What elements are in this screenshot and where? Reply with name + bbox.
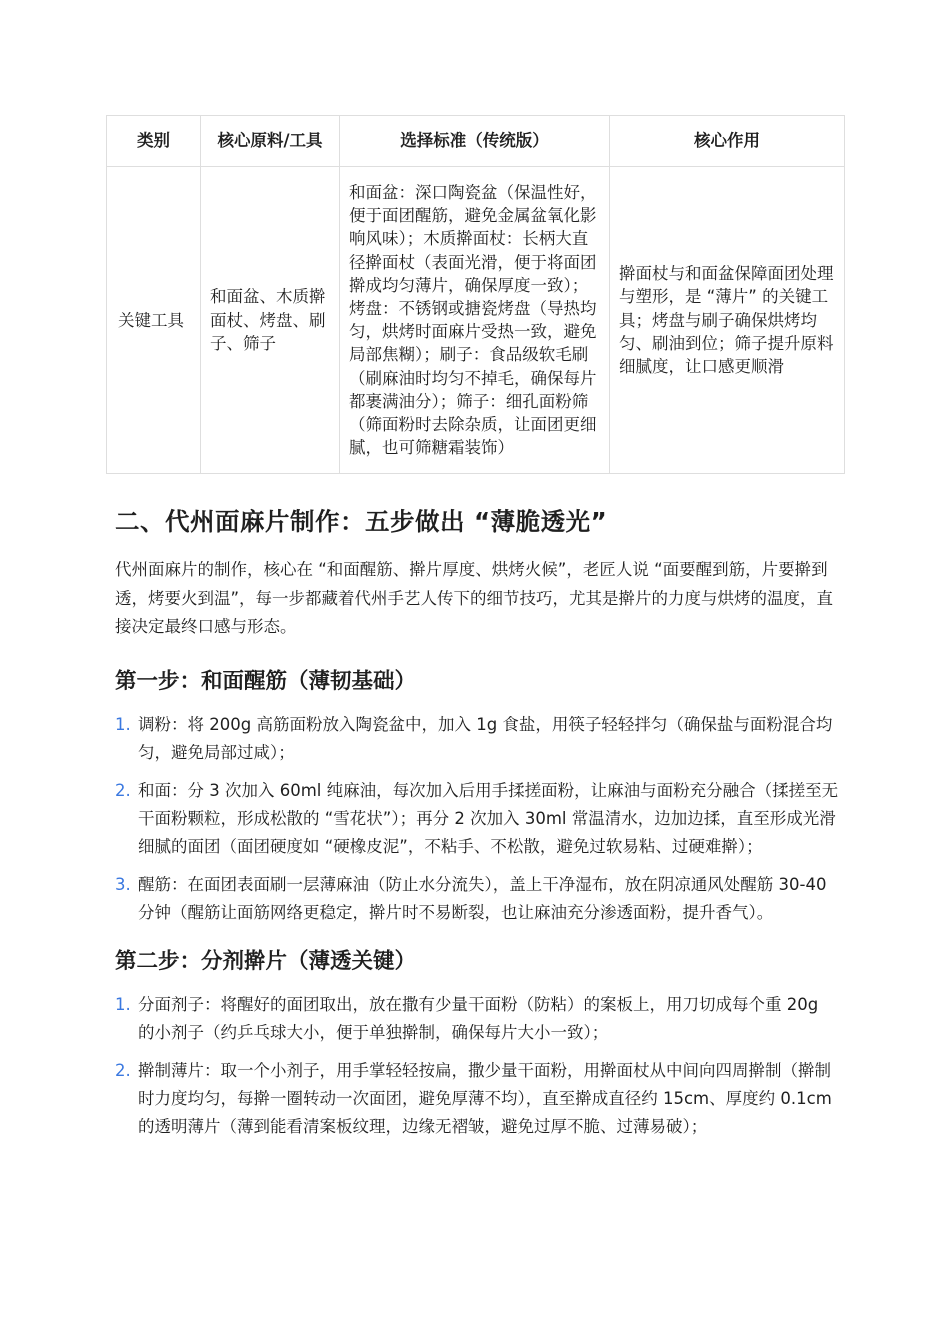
list-text: 和面：分 3 次加入 60ml 纯麻油，每次加入后用手揉搓面粉，让麻油与面粉充分融合（揉搓至无干面粉颗粒，形成松散的 “雪花状”）；再分 2 次加入 30ml 常温清水，边加边揉，直至形成光滑细腻的面团（面团硬度如 “硬橡皮泥”，不粘手、不松散，避免过软易粘、过硬难擀）； bbox=[138, 780, 839, 856]
cell-role: 擀面杖与和面盆保障面团处理与塑形，是 “薄片” 的关键工具；烤盘与刷子确保烘烤均匀、刷油到位；筛子提升原料细腻度，让口感更顺滑 bbox=[610, 167, 845, 474]
main-content bbox=[115, 502, 839, 1159]
table-row bbox=[107, 167, 845, 474]
step-2-title: 第二步：分剂擀片（薄透关键） bbox=[115, 948, 417, 974]
list-text: 分面剂子：将醒好的面团取出，放在撒有少量干面粉（防粘）的案板上，用刀切成每个重 20g 的小剂子（约乒乓球大小，便于单独擀制，确保每片大小一致）； bbox=[138, 994, 819, 1042]
list-number: 3. bbox=[115, 874, 131, 894]
header-materials: 核心原料/工具 bbox=[201, 116, 340, 167]
tools-table bbox=[106, 115, 845, 474]
list-item bbox=[115, 777, 839, 861]
step-2-list bbox=[115, 991, 839, 1141]
list-number: 1. bbox=[115, 994, 131, 1014]
list-item bbox=[115, 1057, 839, 1141]
header-standard: 选择标准（传统版） bbox=[340, 116, 610, 167]
list-item bbox=[115, 991, 839, 1047]
list-number: 2. bbox=[115, 1060, 131, 1080]
table-header-row bbox=[107, 116, 845, 167]
list-text: 醒筋：在面团表面刷一层薄麻油（防止水分流失），盖上干净湿布，放在阴凉通风处醒筋 30-40 分钟（醒筋让面筋网络更稳定，擀片时不易断裂，也让麻油充分渗透面粉，提升香气）。 bbox=[138, 874, 827, 922]
list-text: 擀制薄片：取一个小剂子，用手掌轻轻按扁，撒少量干面粉，用擀面杖从中间向四周擀制（擀制时力度均匀，每擀一圈转动一次面团，避免厚薄不均），直至擀成直径约 15cm、厚度约 0.1cm 的透明薄片（薄到能看清案板纹理，边缘无褶皱，避免过厚不脆、过薄易破）； bbox=[138, 1060, 832, 1136]
cell-materials: 和面盆、木质擀面杖、烤盘、刷子、筛子 bbox=[201, 167, 340, 474]
step-1-block bbox=[115, 665, 839, 927]
step-1-list bbox=[115, 711, 839, 927]
cell-standard: 和面盆：深口陶瓷盆（保温性好，便于面团醒筋，避免金属盆氧化影响风味）；木质擀面杖：长柄大直径擀面杖（表面光滑，便于将面团擀成均匀薄片，确保厚度一致）；烤盘：不锈钢或搪瓷烤盘（导热均匀，烘烤时面麻片受热一致，避免局部焦糊）；刷子：食品级软毛刷（刷麻油时均匀不掉毛，确保每片都裹满油分）；筛子：细孔面粉筛（筛面粉时去除杂质，让面团更细腻，也可筛糖霜装饰） bbox=[340, 167, 610, 474]
list-text: 调粉：将 200g 高筋面粉放入陶瓷盆中，加入 1g 食盐，用筷子轻轻拌匀（确保盐与面粉混合均匀，避免局部过咸）； bbox=[138, 714, 833, 762]
list-number: 1. bbox=[115, 714, 131, 734]
cell-category: 关键工具 bbox=[107, 167, 201, 474]
list-item bbox=[115, 871, 839, 927]
tools-table-container bbox=[106, 115, 844, 474]
step-1-title: 第一步：和面醒筋（薄韧基础） bbox=[115, 668, 417, 694]
list-number: 2. bbox=[115, 780, 131, 800]
section-title: 二、代州面麻片制作：五步做出 “薄脆透光” bbox=[115, 507, 608, 536]
header-category: 类别 bbox=[107, 116, 201, 167]
header-role: 核心作用 bbox=[610, 116, 845, 167]
list-item bbox=[115, 711, 839, 767]
step-2-block bbox=[115, 945, 839, 1141]
section-intro: 代州面麻片的制作，核心在 “和面醒筋、擀片厚度、烘烤火候”，老匠人说 “面要醒到筋，片要擀到透，烤要火到温”，每一步都藏着代州手艺人传下的细节技巧，尤其是擀片的力度与烘烤的温度，直接决定最终口感与形态。 bbox=[115, 560, 834, 636]
